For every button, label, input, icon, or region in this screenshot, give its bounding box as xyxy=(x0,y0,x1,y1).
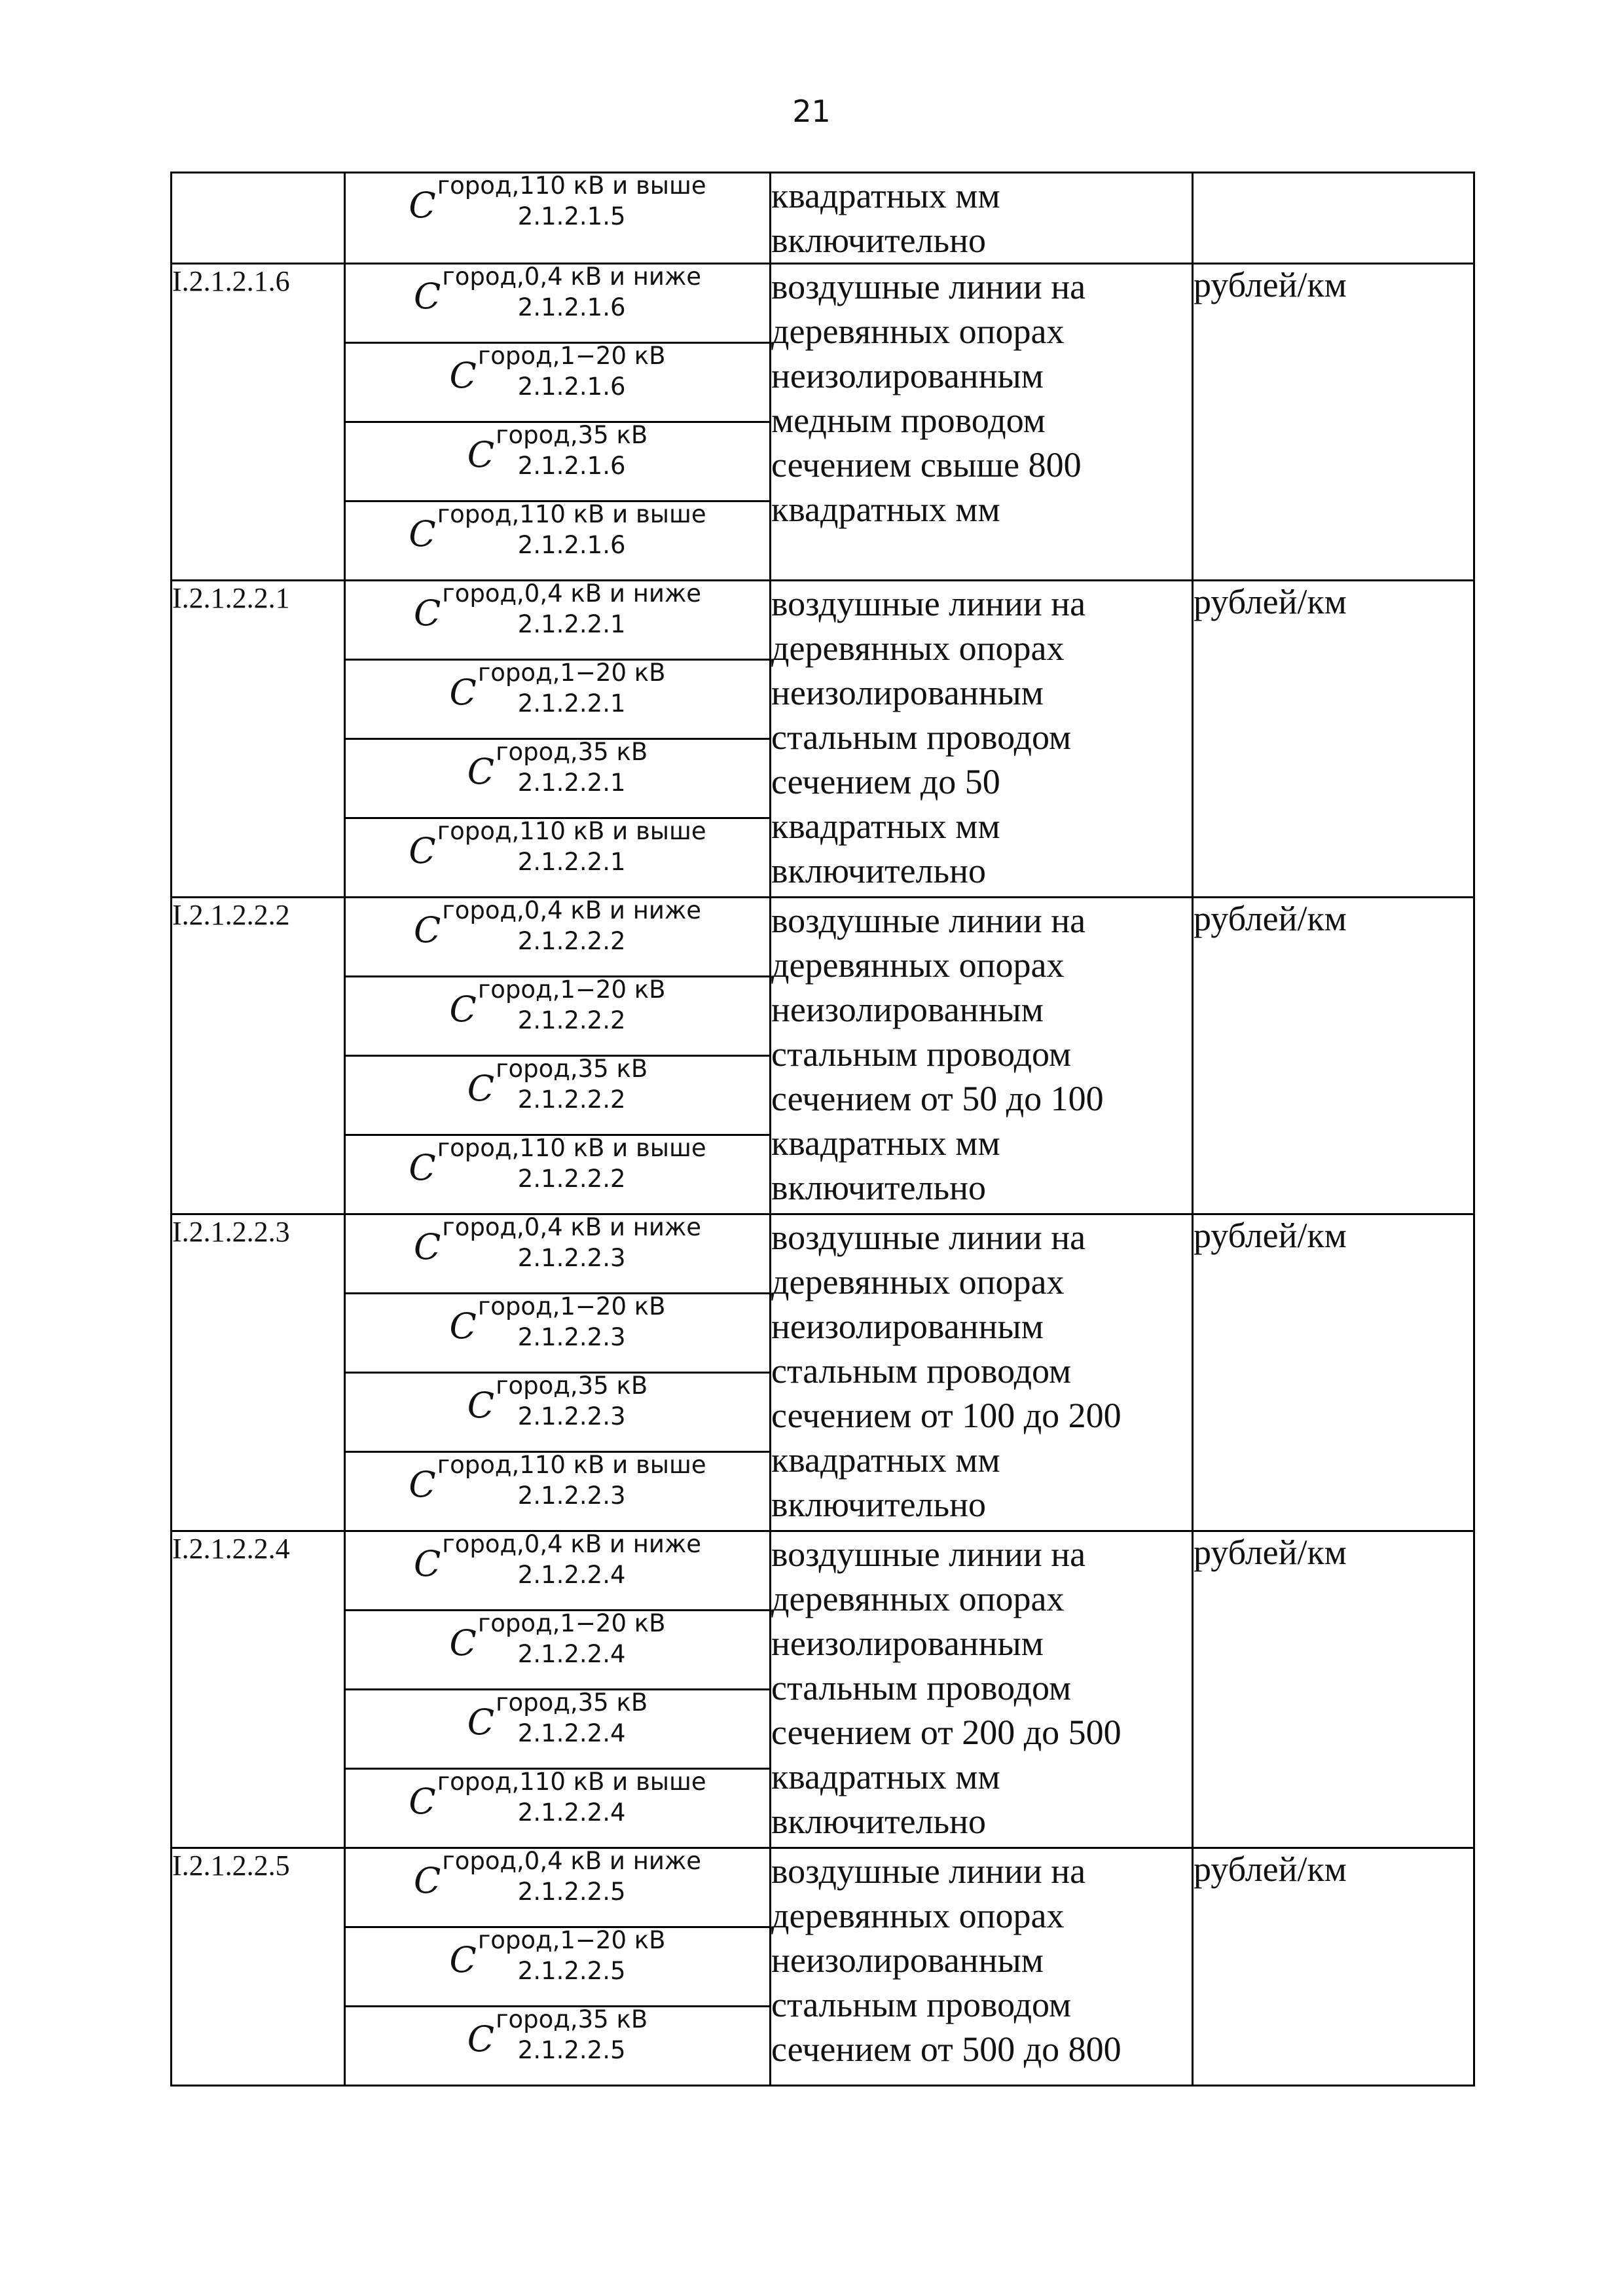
symbol-subscript: 2.1.2.1.6 xyxy=(517,531,626,559)
symbol-superscript: город,0,4 кВ и ниже xyxy=(442,1530,702,1558)
symbol-cell xyxy=(345,818,771,898)
symbol-letter: C xyxy=(449,1305,477,1347)
description-line: неизолированным xyxy=(771,990,1044,1029)
tariff-symbol xyxy=(467,2007,647,2062)
symbol-letter: C xyxy=(413,1860,441,1901)
description-line: сечением от 50 до 100 xyxy=(771,1079,1104,1118)
symbol-cell xyxy=(345,173,771,264)
symbol-cell xyxy=(345,264,771,343)
symbol-superscript: город,110 кВ и выше xyxy=(437,172,706,200)
symbol-letter: C xyxy=(467,1385,495,1426)
symbol-subscript: 2.1.2.2.4 xyxy=(517,1561,626,1589)
symbol-superscript: город,110 кВ и выше xyxy=(437,500,706,528)
symbol-cell xyxy=(345,343,771,422)
table-row xyxy=(172,1214,1474,1294)
symbol-subscript: 2.1.2.2.3 xyxy=(517,1244,626,1272)
symbol-cell xyxy=(345,898,771,977)
description-line: квадратных мм xyxy=(771,490,1000,529)
description-cell xyxy=(771,1531,1193,1848)
table-row xyxy=(172,581,1474,660)
symbol-letter: C xyxy=(409,1781,436,1822)
description-line: стальным проводом xyxy=(771,1668,1072,1707)
description-line: включительно xyxy=(771,1485,987,1524)
tariff-symbol xyxy=(450,977,666,1032)
description-cell xyxy=(771,264,1193,581)
symbol-letter: C xyxy=(467,2018,495,2060)
symbol-cell xyxy=(345,501,771,581)
description-line: неизолированным xyxy=(771,1941,1044,1980)
symbol-subscript: 2.1.2.2.1 xyxy=(517,848,626,876)
description-line: квадратных мм xyxy=(771,176,1000,215)
tariff-symbol xyxy=(409,502,706,557)
tariff-symbol xyxy=(414,1532,701,1587)
symbol-cell xyxy=(345,1769,771,1848)
symbol-cell xyxy=(345,1373,771,1452)
symbol-subscript: 2.1.2.2.5 xyxy=(517,1957,626,1985)
tariff-symbol xyxy=(414,1215,701,1270)
symbol-superscript: город,0,4 кВ и ниже xyxy=(442,896,702,924)
symbol-superscript: город,110 кВ и выше xyxy=(437,1451,706,1479)
unit-cell: рублей/км xyxy=(1193,264,1474,581)
symbol-letter: C xyxy=(467,434,495,475)
symbol-subscript: 2.1.2.2.3 xyxy=(517,1402,626,1430)
symbol-superscript: город,35 кВ xyxy=(496,1688,648,1717)
symbol-cell xyxy=(345,1294,771,1373)
symbol-cell xyxy=(345,977,771,1056)
description-cell xyxy=(771,898,1193,1214)
symbol-letter: C xyxy=(413,592,441,634)
description-line: квадратных мм xyxy=(771,1440,1000,1480)
symbol-superscript: город,1−20 кВ xyxy=(477,342,666,370)
symbol-cell xyxy=(345,1611,771,1690)
tariff-symbol xyxy=(467,1690,647,1745)
symbol-subscript: 2.1.2.2.5 xyxy=(517,2036,626,2064)
symbol-letter: C xyxy=(467,751,495,792)
description-line: деревянных опорах xyxy=(771,312,1065,351)
symbol-superscript: город,110 кВ и выше xyxy=(437,817,706,845)
symbol-letter: C xyxy=(409,513,436,555)
symbol-subscript: 2.1.2.2.2 xyxy=(517,1085,626,1114)
description-line: стальным проводом xyxy=(771,1985,1072,2024)
tariff-symbol xyxy=(414,264,701,319)
symbol-cell xyxy=(345,739,771,818)
description-line: деревянных опорах xyxy=(771,945,1065,985)
description-line: стальным проводом xyxy=(771,718,1072,757)
description-line: воздушные линии на xyxy=(771,1218,1086,1257)
description-line: воздушные линии на xyxy=(771,901,1086,940)
tariff-symbol xyxy=(414,1849,701,1904)
tariff-symbol xyxy=(450,661,666,716)
symbol-letter: C xyxy=(409,185,436,226)
description-line: деревянных опорах xyxy=(771,629,1065,668)
symbol-superscript: город,35 кВ xyxy=(496,738,648,766)
description-line: стальным проводом xyxy=(771,1034,1072,1074)
description-line: деревянных опорах xyxy=(771,1896,1065,1935)
page-number: 21 xyxy=(792,94,831,129)
description-line: неизолированным xyxy=(771,1624,1044,1663)
description-cell xyxy=(771,1848,1193,2086)
description-line: включительно xyxy=(771,1802,987,1841)
symbol-letter: C xyxy=(449,989,477,1030)
symbol-letter: C xyxy=(413,909,441,951)
symbol-subscript: 2.1.2.1.6 xyxy=(517,452,626,480)
unit-cell: рублей/км xyxy=(1193,1531,1474,1848)
symbol-superscript: город,1−20 кВ xyxy=(477,1292,666,1321)
symbol-letter: C xyxy=(449,355,477,396)
code-cell xyxy=(172,173,345,264)
symbol-cell xyxy=(345,1214,771,1294)
tariff-symbol xyxy=(414,581,701,636)
description-line: воздушные линии на xyxy=(771,584,1086,623)
tariff-symbol xyxy=(467,1057,647,1112)
description-line: квадратных мм xyxy=(771,807,1000,846)
table-row xyxy=(172,1531,1474,1611)
symbol-letter: C xyxy=(409,1147,436,1188)
tariff-symbol xyxy=(450,1611,666,1666)
tariff-symbol xyxy=(409,819,706,874)
description-line: воздушные линии на xyxy=(771,1535,1086,1574)
symbol-superscript: город,35 кВ xyxy=(496,2005,648,2033)
symbol-superscript: город,1−20 кВ xyxy=(477,659,666,687)
symbol-cell xyxy=(345,422,771,501)
symbol-cell xyxy=(345,1690,771,1769)
symbol-cell xyxy=(345,581,771,660)
symbol-superscript: город,0,4 кВ и ниже xyxy=(442,1847,702,1875)
tariff-symbol xyxy=(409,1136,706,1191)
symbol-subscript: 2.1.2.2.3 xyxy=(517,1323,626,1351)
description-cell xyxy=(771,1214,1193,1531)
symbol-cell xyxy=(345,1452,771,1531)
symbol-subscript: 2.1.2.2.4 xyxy=(517,1798,626,1827)
description-line: включительно xyxy=(771,221,987,260)
tariff-symbol xyxy=(467,1374,647,1429)
symbol-subscript: 2.1.2.2.2 xyxy=(517,1165,626,1193)
symbol-letter: C xyxy=(449,1622,477,1664)
description-line: сечением до 50 xyxy=(771,762,1000,801)
description-line: неизолированным xyxy=(771,673,1044,712)
symbol-cell xyxy=(345,1927,771,2007)
symbol-superscript: город,0,4 кВ и ниже xyxy=(442,263,702,291)
tariff-symbol xyxy=(414,898,701,953)
unit-cell: рублей/км xyxy=(1193,898,1474,1214)
symbol-cell xyxy=(345,1848,771,1927)
tariff-symbol xyxy=(409,173,706,228)
symbol-subscript: 2.1.2.2.4 xyxy=(517,1719,626,1747)
description-cell xyxy=(771,581,1193,898)
description-line: квадратных мм xyxy=(771,1123,1000,1163)
description-line: деревянных опорах xyxy=(771,1262,1065,1302)
tariff-symbol xyxy=(467,740,647,795)
symbol-subscript: 2.1.2.2.1 xyxy=(517,689,626,718)
symbol-cell xyxy=(345,1531,771,1611)
tariff-symbol xyxy=(409,1770,706,1825)
symbol-subscript: 2.1.2.2.3 xyxy=(517,1482,626,1510)
symbol-subscript: 2.1.2.1.6 xyxy=(517,373,626,401)
symbol-letter: C xyxy=(467,1702,495,1743)
tariff-table xyxy=(170,172,1475,2086)
code-cell: I.2.1.2.2.4 xyxy=(172,1531,345,1848)
description-line: включительно xyxy=(771,1168,987,1207)
code-cell: I.2.1.2.1.6 xyxy=(172,264,345,581)
symbol-superscript: город,35 кВ xyxy=(496,1372,648,1400)
symbol-letter: C xyxy=(467,1068,495,1109)
symbol-letter: C xyxy=(409,830,436,871)
tariff-symbol xyxy=(409,1453,706,1508)
description-line: деревянных опорах xyxy=(771,1579,1065,1618)
symbol-superscript: город,110 кВ и выше xyxy=(437,1134,706,1162)
description-line: неизолированным xyxy=(771,356,1044,395)
table-row xyxy=(172,1848,1474,1927)
description-line: сечением от 500 до 800 xyxy=(771,2030,1122,2069)
symbol-superscript: город,35 кВ xyxy=(496,1055,648,1083)
unit-cell xyxy=(1193,173,1474,264)
symbol-letter: C xyxy=(449,672,477,713)
tariff-symbol xyxy=(450,1294,666,1349)
symbol-subscript: 2.1.2.1.5 xyxy=(517,202,626,230)
table-row xyxy=(172,264,1474,343)
symbol-letter: C xyxy=(413,1543,441,1584)
unit-cell: рублей/км xyxy=(1193,581,1474,898)
description-line: воздушные линии на xyxy=(771,1851,1086,1891)
code-cell: I.2.1.2.2.1 xyxy=(172,581,345,898)
symbol-cell xyxy=(345,1056,771,1135)
symbol-subscript: 2.1.2.2.2 xyxy=(517,927,626,955)
tariff-symbol xyxy=(450,344,666,399)
symbol-subscript: 2.1.2.2.1 xyxy=(517,610,626,638)
description-line: сечением от 100 до 200 xyxy=(771,1396,1122,1435)
symbol-superscript: город,1−20 кВ xyxy=(477,1609,666,1637)
code-cell: I.2.1.2.2.5 xyxy=(172,1848,345,2086)
symbol-superscript: город,110 кВ и выше xyxy=(437,1768,706,1796)
description-line: включительно xyxy=(771,851,987,890)
description-line: сечением от 200 до 500 xyxy=(771,1713,1122,1752)
symbol-cell xyxy=(345,660,771,739)
tariff-symbol xyxy=(450,1928,666,1983)
symbol-subscript: 2.1.2.2.5 xyxy=(517,1878,626,1906)
description-line: медным проводом xyxy=(771,401,1046,440)
code-cell: I.2.1.2.2.2 xyxy=(172,898,345,1214)
symbol-letter: C xyxy=(409,1464,436,1505)
tariff-symbol xyxy=(467,423,647,478)
symbol-letter: C xyxy=(413,276,441,317)
symbol-subscript: 2.1.2.2.2 xyxy=(517,1006,626,1034)
description-line: воздушные линии на xyxy=(771,267,1086,306)
description-line: сечением свыше 800 xyxy=(771,445,1082,484)
symbol-subscript: 2.1.2.1.6 xyxy=(517,293,626,321)
description-cell xyxy=(771,173,1193,264)
description-line: неизолированным xyxy=(771,1307,1044,1346)
symbol-superscript: город,1−20 кВ xyxy=(477,975,666,1004)
unit-cell: рублей/км xyxy=(1193,1848,1474,2086)
symbol-cell xyxy=(345,1135,771,1214)
symbol-letter: C xyxy=(449,1939,477,1980)
symbol-superscript: город,0,4 кВ и ниже xyxy=(442,579,702,608)
symbol-subscript: 2.1.2.2.1 xyxy=(517,769,626,797)
symbol-subscript: 2.1.2.2.4 xyxy=(517,1640,626,1668)
code-cell: I.2.1.2.2.3 xyxy=(172,1214,345,1531)
table-row xyxy=(172,173,1474,264)
symbol-letter: C xyxy=(413,1226,441,1267)
symbol-superscript: город,0,4 кВ и ниже xyxy=(442,1213,702,1241)
table-row xyxy=(172,898,1474,977)
symbol-superscript: город,35 кВ xyxy=(496,421,648,449)
description-line: квадратных мм xyxy=(771,1757,1000,1796)
symbol-cell xyxy=(345,2007,771,2086)
symbol-superscript: город,1−20 кВ xyxy=(477,1926,666,1954)
unit-cell: рублей/км xyxy=(1193,1214,1474,1531)
description-line: стальным проводом xyxy=(771,1351,1072,1391)
